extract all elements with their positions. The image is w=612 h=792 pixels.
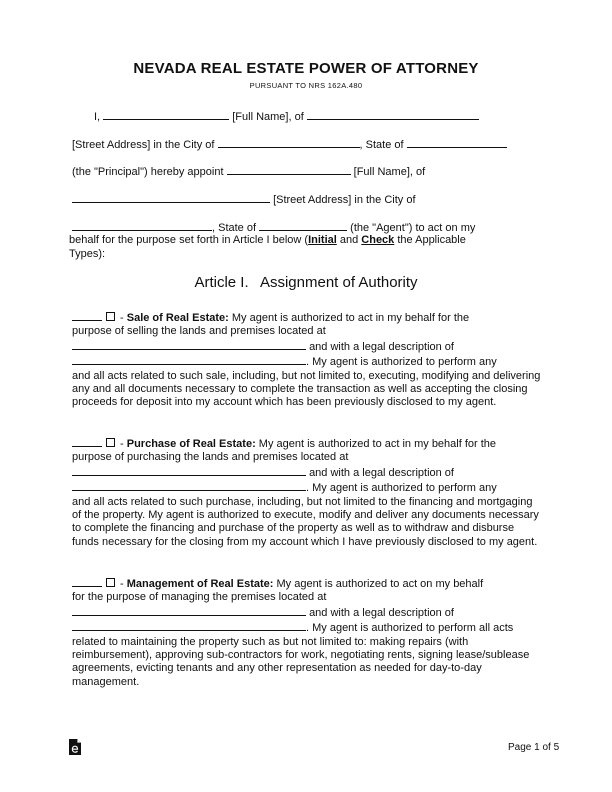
article-heading: Article I. Assignment of Authority — [194, 274, 418, 291]
document-subtitle: PURSUANT TO NRS 162A.480 — [249, 81, 363, 90]
state-blank-1[interactable] — [407, 137, 507, 148]
legal-desc-blank-sale[interactable] — [72, 354, 306, 365]
initial-blank-management[interactable] — [72, 576, 102, 587]
agent-name-blank[interactable] — [227, 164, 351, 175]
intro-line-2: [Street Address] in the City of , State of — [72, 137, 507, 153]
checkbox-purchase[interactable] — [106, 438, 115, 447]
document-title: NEVADA REAL ESTATE POWER OF ATTORNEY — [133, 60, 479, 77]
intro-line-5: , State of (the "Agent") to act on my — [72, 220, 475, 236]
address-blank-2[interactable] — [72, 192, 270, 203]
section-sale: - Sale of Real Estate: My agent is authorized to act in my behalf for the purpose of selling the lands and premises located at and with a legal description of . My agent is authorized to perform any and all acts related to such sale, including, but not limited to, executing, modifying and delivering any and all documents necessary to complete the transaction as well as accepting the closing proceeds for deposit into my account which has been previously disclosed to my agent. — [72, 312, 541, 409]
section-management: - Management of Real Estate: My agent is authorized to act on my behalf for the purpose of managing the premises located at and with a legal description of . My agent is authorized to perform all acts related to maintaining the property such as but not limited to: making repairs (with reimbursement), approving sub-contractors for work, negotiating rents, signing lease/sublease agreements, evicting tenants and any other representation as needed for day-to-day management. — [72, 576, 542, 689]
initial-blank-sale[interactable] — [72, 310, 102, 321]
location-blank-management[interactable] — [72, 605, 306, 616]
location-blank-purchase[interactable] — [72, 465, 306, 476]
intro-line-3: (the "Principal") hereby appoint [Full Name], of — [72, 166, 426, 178]
initial-blank-purchase[interactable] — [72, 436, 102, 447]
checkbox-management[interactable] — [106, 578, 115, 587]
legal-desc-blank-purchase[interactable] — [72, 480, 306, 491]
section-purchase: - Purchase of Real Estate: My agent is authorized to act in my behalf for the purpose of purchasing the lands and premises located at and with a legal description of . My agent is authorized to perform any and all acts related to such purchase, including, but not limited to the financing and mortgaging of the property. My agent is authorized to execute, modify and deliver any documents necessary to complete the financing and purchase of the property as well as to withdraw and disburse funds necessary for the closing from my account which I have previously disclosed to my agent. — [72, 436, 542, 549]
location-blank-sale[interactable] — [72, 339, 306, 350]
legal-desc-blank-management[interactable] — [72, 620, 306, 631]
full-name-blank-1[interactable] — [103, 109, 229, 120]
checkbox-sale[interactable] — [106, 312, 115, 321]
intro-line-7: Types): — [69, 248, 106, 260]
state-blank-2[interactable] — [259, 220, 347, 231]
city-blank-2[interactable] — [72, 220, 212, 231]
document-logo-icon — [68, 738, 82, 756]
city-blank-1[interactable] — [218, 137, 360, 148]
intro-line-1: I, [Full Name], of — [94, 109, 479, 125]
section-management-line-1: - Management of Real Estate: My agent is authorized to act on my behalf — [72, 576, 542, 591]
page-number: Page 1 of 5 — [508, 742, 560, 753]
section-purchase-line-1: - Purchase of Real Estate: My agent is authorized to act in my behalf for the — [72, 436, 542, 451]
address-blank-1[interactable] — [307, 109, 479, 120]
intro-line-6: behalf for the purpose set forth in Article I below (Initial and Check the Applicable — [69, 234, 466, 246]
section-sale-line-1: - Sale of Real Estate: My agent is authorized to act in my behalf for the — [72, 310, 542, 325]
intro-line-4: [Street Address] in the City of — [72, 192, 416, 208]
